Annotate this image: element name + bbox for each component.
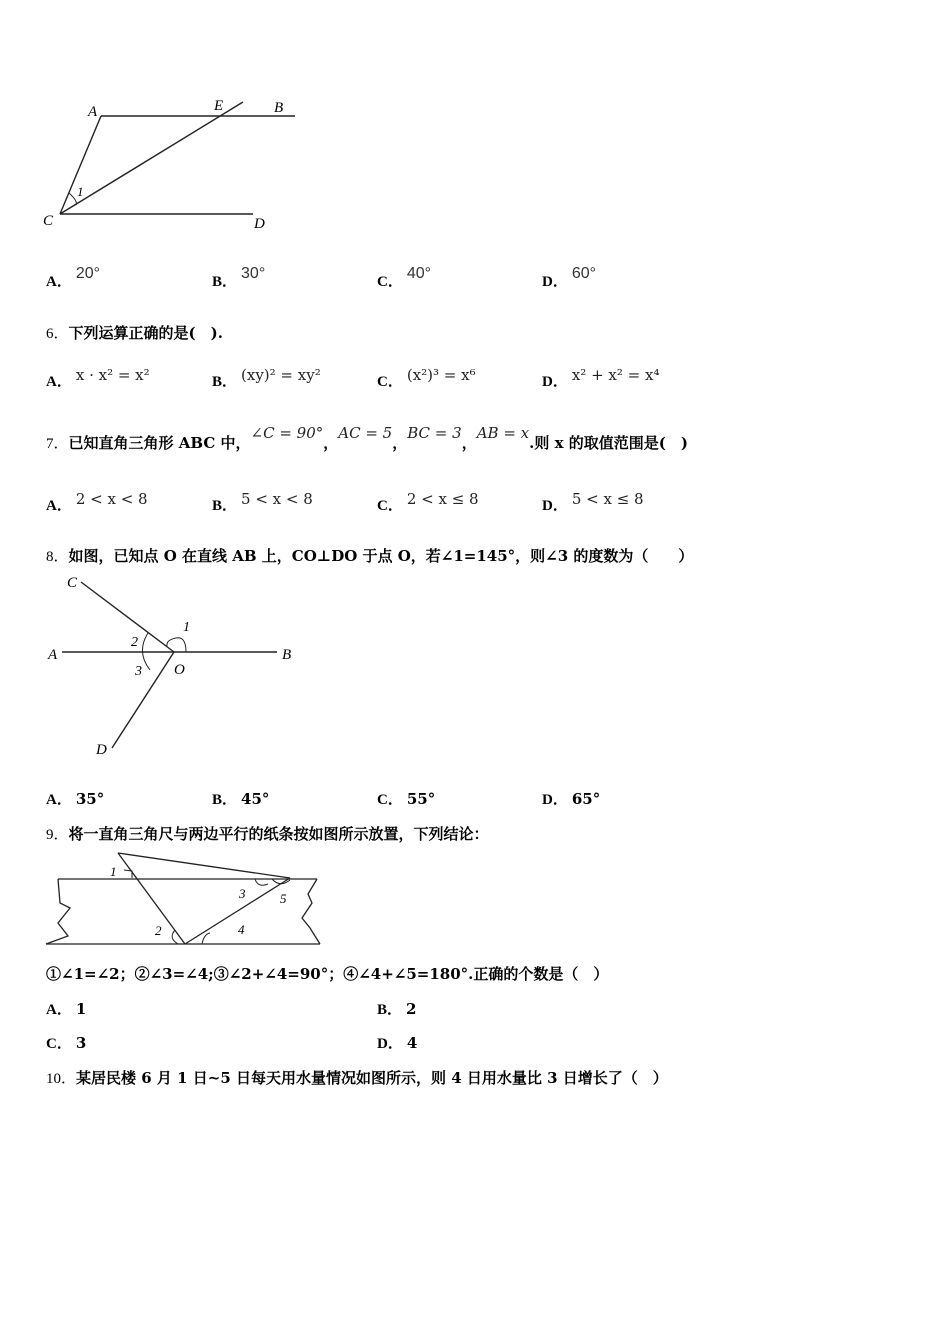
q5-option-d: D． 60° — [542, 265, 597, 290]
question-7: 7．已知直角三角形 ABC 中，∠C = 90°，AC = 5，BC = 3，AB = x.则 x 的取值范围是( ) — [46, 424, 688, 452]
q10-text: 某居民楼 6 月 1 日~5 日每天用水量情况如图所示，则 4 日用水量比 3 日增长了（ ） — [76, 1069, 668, 1087]
q7-cond-ac: AC = 5 — [338, 424, 393, 442]
q6-text: 下列运算正确的是( ). — [68, 324, 223, 342]
q7-cond-bc: BC = 3 — [407, 424, 462, 442]
fig5-label-E: E — [214, 98, 224, 114]
q8-number: 8． — [46, 549, 69, 565]
q9-statement: ①∠1=∠2；②∠3=∠4;③∠2+∠4=90°；④∠4+∠5=180°.正确的个数是（ ） — [46, 965, 609, 983]
q10-number: 10． — [46, 1071, 77, 1087]
question-8 — [46, 545, 693, 566]
fig8-label-2: 2 — [131, 635, 138, 650]
fig8-label-O: O — [174, 662, 185, 678]
fig5-label-A: A — [88, 104, 98, 120]
fig9-label-1: 1 — [110, 864, 117, 879]
fig9-label-4: 4 — [238, 922, 245, 937]
fig5-label-D: D — [254, 216, 265, 232]
q7-option-a: A． 2 < x < 8 — [46, 490, 148, 514]
fig8-label-3: 3 — [135, 664, 142, 679]
q8-text: 如图，已知点 O 在直线 AB 上，CO⊥DO 于点 O，若∠1=145°，则∠3 的度数为（ ） — [68, 547, 694, 565]
q5-option-b: B． 30° — [212, 265, 266, 290]
fig9-label-2: 2 — [155, 923, 162, 938]
question-10 — [46, 1067, 668, 1088]
fig8-label-C: C — [67, 575, 78, 591]
q8-option-d: D． 65° — [542, 790, 601, 808]
q7-cond-angle: ∠C = 90° — [250, 424, 324, 442]
q7-number: 7． — [46, 436, 69, 452]
q8-option-b: B． 45° — [212, 790, 270, 808]
q6-option-d: D． x² + x² = x⁴ — [542, 366, 660, 390]
q7-option-d: D． 5 < x ≤ 8 — [542, 490, 644, 514]
fig5-label-C: C — [43, 213, 54, 229]
figure-q9-triangle-strip — [40, 848, 330, 953]
fig5-label-1: 1 — [77, 184, 84, 199]
q9-option-a: A． 1 — [46, 1000, 87, 1018]
q7-option-c: C． 2 < x ≤ 8 — [377, 490, 479, 514]
q6-option-b: B． (xy)² = xy² — [212, 366, 321, 390]
q8-option-c: C． 55° — [377, 790, 436, 808]
q9-number: 9． — [46, 827, 69, 843]
fig8-label-1: 1 — [183, 620, 190, 635]
fig9-label-3: 3 — [239, 886, 246, 901]
fig8-label-A: A — [48, 647, 58, 663]
q7-option-b: B． 5 < x < 8 — [212, 490, 313, 514]
q7-cond-ab: AB = x — [476, 424, 530, 442]
q9-text: 将一直角三角尺与两边平行的纸条按如图所示放置，下列结论： — [68, 825, 489, 843]
q5-option-c: C． 40° — [377, 265, 432, 290]
question-6 — [46, 322, 223, 343]
q9-option-c: C． 3 — [46, 1034, 87, 1052]
q6-option-a: A． x · x² = x² — [46, 366, 150, 390]
fig5-label-B: B — [274, 100, 284, 116]
figure-q5-parallel-lines — [38, 92, 308, 242]
figure-q8-lines — [40, 570, 310, 760]
fig9-label-5: 5 — [280, 891, 287, 906]
q9-option-b: B． 2 — [377, 1000, 417, 1018]
q6-option-c: C． (x²)³ = x⁶ — [377, 366, 476, 390]
q8-option-a: A． 35° — [46, 790, 105, 808]
q5-option-a: A． 20° — [46, 265, 101, 290]
fig8-label-D: D — [96, 742, 107, 758]
fig8-label-B: B — [282, 647, 292, 663]
q6-number: 6． — [46, 326, 69, 342]
q9-option-d: D． 4 — [377, 1034, 418, 1052]
question-9 — [46, 823, 489, 844]
